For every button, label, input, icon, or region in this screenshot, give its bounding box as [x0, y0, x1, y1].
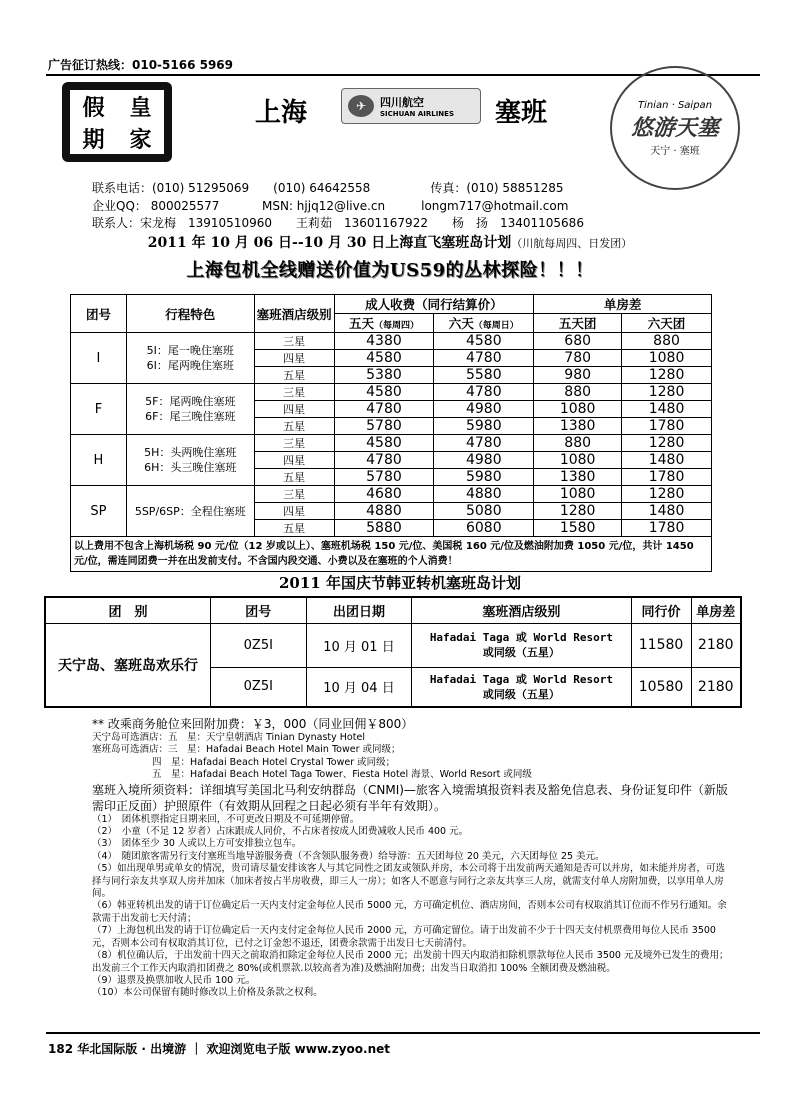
col-code: 团号 — [210, 597, 306, 623]
airline-name-cn: 四川航空 — [380, 96, 424, 109]
tinian-hotels: 天宁岛可选酒店：五 星：天宁皇朝酒店 Tinian Dynasty Hotel — [92, 732, 365, 743]
cell-s5: 680 — [534, 333, 622, 350]
cell-s5: 1380 — [534, 418, 622, 435]
cell-star: 三星 — [254, 384, 334, 401]
fee-note: 以上费用不包含上海机场税 90 元/位（12 岁或以上）、塞班机场税 150 元/位、美国税 160 元/位及燃油附加费 1050 元/位，共计 1450 元/位，需连同团费一并在出发前支付。不含国内段交通、小费以及在塞班的个人消费！ — [71, 537, 712, 572]
charter-price-table — [70, 294, 712, 572]
cell-s6: 1080 — [622, 350, 712, 367]
term-item: （5）如出现单男或单女的情况，贵司请尽量安排该客人与其它同性之团友或领队并房，本公司将于出发前两天通知是否可以并房，如未能并房者，可选择与同行亲友共享双人房并加床（加床者按占半房收费，即三人一房）；如客人不愿意与同行之亲友共享三人房，就需支付单人房附加费，以享用单人房间。 — [92, 863, 726, 900]
cell-five: 4680 — [334, 486, 434, 503]
tour-single: 2180 — [691, 623, 741, 667]
cell-five: 5780 — [334, 469, 434, 486]
tour-date: 10 月 04 日 — [306, 667, 412, 707]
tour-code: 0Z5I — [210, 667, 306, 707]
cell-star: 五星 — [254, 418, 334, 435]
cell-six: 6080 — [434, 520, 534, 537]
cell-five: 5380 — [334, 367, 434, 384]
cell-six: 4780 — [434, 384, 534, 401]
cell-six: 4880 — [434, 486, 534, 503]
feature-line: 5F：尾两晚住塞班 — [145, 395, 236, 408]
cell-five: 4580 — [334, 350, 434, 367]
route-title — [255, 88, 585, 128]
bottom-rule — [46, 1032, 760, 1034]
tour-peer-price: 11580 — [631, 623, 691, 667]
origin-city: 上海 — [255, 98, 308, 128]
cell-five: 4380 — [334, 333, 434, 350]
cell-star: 四星 — [254, 503, 334, 520]
cell-star: 四星 — [254, 452, 334, 469]
col-single-supplement: 单房差 — [534, 295, 712, 314]
ad-hotline: 广告征订热线：010-5166 5969 — [48, 58, 234, 72]
cell-s5: 1280 — [534, 503, 622, 520]
cell-s6: 1780 — [622, 418, 712, 435]
table-row — [71, 333, 712, 350]
promo-banner: 上海包机全线赠送价值为US59的丛林探险！！！ — [186, 260, 594, 281]
cell-s6: 1780 — [622, 520, 712, 537]
col-six-day: 六天（每周日） — [434, 314, 534, 333]
page-footer: 182 华北国际版 · 出境游 ｜ 欢迎浏览电子版 www.zyoo.net — [48, 1042, 390, 1056]
cell-s5: 880 — [534, 435, 622, 452]
table-row — [71, 435, 712, 452]
cell-s6: 1480 — [622, 452, 712, 469]
tour-code: 0Z5I — [210, 623, 306, 667]
cell-five: 4580 — [334, 384, 434, 401]
tour-hotel: Hafadai Taga 或 World Resort 或同级（五星） — [412, 623, 631, 667]
plan-title-note: （川航每周四、日发团） — [511, 237, 633, 250]
col-hotel: 塞班酒店级别 — [412, 597, 631, 623]
contact-block — [92, 180, 584, 233]
cell-s6: 880 — [622, 333, 712, 350]
airline-logo — [341, 88, 481, 124]
cell-star: 四星 — [254, 401, 334, 418]
seal-main-text: 悠游天塞 — [630, 114, 719, 141]
logo-char: 期 — [82, 126, 105, 153]
cell-s5: 780 — [534, 350, 622, 367]
cell-star: 三星 — [254, 333, 334, 350]
cell-five: 5880 — [334, 520, 434, 537]
contact-phone: 联系电话：(010) 51295069 (010) 64642558 — [92, 181, 371, 195]
col-adult-price: 成人收费（同行结算价） — [334, 295, 534, 314]
cell-s5: 1580 — [534, 520, 622, 537]
cell-five: 4880 — [334, 503, 434, 520]
col-peer-price: 同行价 — [631, 597, 691, 623]
seal-bottom-text: 天宁 · 塞班 — [650, 145, 700, 157]
contact-fax: 传真：(010) 58851285 — [430, 181, 564, 195]
cell-s6: 1480 — [622, 401, 712, 418]
saipan-hotels: 塞班岛可选酒店：三 星：Hafadai Beach Hotel Main Tower 或同级； — [92, 744, 401, 756]
agency-logo — [62, 82, 172, 162]
cell-five: 4780 — [334, 401, 434, 418]
cell-six: 4980 — [434, 452, 534, 469]
cell-six: 4980 — [434, 401, 534, 418]
table-row — [71, 384, 712, 401]
logo-char: 假 — [82, 94, 105, 121]
term-item: （2） 小童（不足 12 岁者）占床跟成人同价，不占床者按成人团费减收人民币 400 元。 — [92, 826, 469, 838]
plan-title — [62, 232, 718, 252]
term-item: （4） 随团旅客需另行支付塞班当地导游服务费（不含领队服务费）给导游：五天团每位 20 美元，六天团每位 25 美元。 — [92, 850, 605, 862]
cell-s6: 1480 — [622, 503, 712, 520]
col-feature: 行程特色 — [126, 295, 254, 333]
col-hotel: 塞班酒店级别 — [254, 295, 334, 333]
cell-six: 5580 — [434, 367, 534, 384]
logo-char: 皇 — [129, 94, 152, 121]
seal-top-text: Tinian · Saipan — [637, 99, 713, 111]
group-features — [126, 435, 254, 486]
cell-s5: 1380 — [534, 469, 622, 486]
group-code: I — [71, 333, 127, 384]
cell-star: 三星 — [254, 486, 334, 503]
plan-title-text: 2011 年 10 月 06 日--10 月 30 日上海直飞塞班岛计划 — [147, 235, 512, 251]
cell-s6: 1280 — [622, 486, 712, 503]
upgrade-fee: ** 改乘商务舱位来回附加费：￥3，000（同业回佣￥800） — [92, 717, 414, 731]
cell-star: 四星 — [254, 350, 334, 367]
cell-s5: 1080 — [534, 452, 622, 469]
term-item: （1） 团体机票指定日期来回，不可更改日期及不可延期停留。 — [92, 813, 360, 825]
term-item: （7）上海包机出发的请于订位确定后一天内支付定金每位人民币 2000 元，方可确定留位。请于出发前不少于十四天支付机票费用每位人民币 3500 元，否则本公司有权取消其订位，已付之订金恕不退还，团费余款需于出发日七天前清付。 — [92, 925, 716, 949]
feature-line: 5I：尾一晚住塞班 — [146, 344, 234, 357]
term-item: （8）机位确认后，于出发前十四天之前取消扣除定金每位人民币 2000 元；出发前十四天内取消扣除机票款每位人民币 3500 元及境外已发生的费用；出发前三个工作天内取消扣团费之 80%(或机票款.以较高者为准)及燃油附加费；出发当日取消扣 100% 全额团费及燃油税。 — [92, 950, 729, 974]
cell-s5: 1080 — [534, 401, 622, 418]
cell-s6: 1280 — [622, 367, 712, 384]
terms-notes — [92, 716, 732, 1000]
col-single-5: 五天团 — [534, 314, 622, 333]
cell-star: 五星 — [254, 367, 334, 384]
saipan-hotels-5: 五 星：Hafadai Beach Hotel Taga Tower、Fiesta Hotel 海景、World Resort 或同级 — [152, 769, 532, 781]
col-date: 出团日期 — [306, 597, 412, 623]
cell-s5: 980 — [534, 367, 622, 384]
feature-line: 6I：尾两晚住塞班 — [146, 359, 234, 372]
cell-s5: 880 — [534, 384, 622, 401]
cell-star: 五星 — [254, 469, 334, 486]
cell-s6: 1280 — [622, 384, 712, 401]
tour-hotel: Hafadai Taga 或 World Resort 或同级（五星） — [412, 667, 631, 707]
contact-qq: 企业QQ： 800025577 — [92, 198, 220, 213]
table-row — [45, 623, 741, 667]
contact-people: 联系人：宋龙梅 13910510960 王莉茹 13601167922 杨 扬 13401105686 — [92, 216, 584, 230]
cell-star: 三星 — [254, 435, 334, 452]
cell-star: 五星 — [254, 520, 334, 537]
group-code: H — [71, 435, 127, 486]
term-item: （10）本公司保留有随时修改以上价格及条款之权利。 — [92, 987, 323, 999]
cell-six: 5980 — [434, 418, 534, 435]
feature-line: 6H：头三晚住塞班 — [144, 461, 237, 474]
destination-city: 塞班 — [495, 98, 548, 128]
cell-six: 5080 — [434, 503, 534, 520]
term-item: （9）退票及换票加收人民币 100 元。 — [92, 974, 256, 986]
term-item: （3） 团体至少 30 人或以上方可安排独立包车。 — [92, 838, 302, 850]
cell-s5: 1080 — [534, 486, 622, 503]
bird-icon: ✈ — [348, 95, 374, 117]
cell-six: 5980 — [434, 469, 534, 486]
cell-s6: 1780 — [622, 469, 712, 486]
contact-msn: MSN: hjjq12@live.cn longm717@hotmail.com — [262, 198, 569, 213]
tour-peer-price: 10580 — [631, 667, 691, 707]
feature-line: 6F：尾三晚住塞班 — [145, 410, 236, 423]
cell-six: 4780 — [434, 350, 534, 367]
tour-name: 天宁岛、塞班岛欢乐行 — [45, 623, 210, 707]
group-code: F — [71, 384, 127, 435]
feature-line: 5H：头两晚住塞班 — [144, 446, 237, 459]
feature-line: 5SP/6SP：全程住塞班 — [134, 504, 246, 518]
term-item: （6）韩亚转机出发的请于订位确定后一天内支付定金每位人民币 5000 元，方可确定机位、酒店房间，否则本公司有权取消其订位而不作另行通知。余款需于出发前七天付清； — [92, 900, 727, 924]
col-single-6: 六天团 — [622, 314, 712, 333]
tour-date: 10 月 01 日 — [306, 623, 412, 667]
asiana-price-table — [44, 596, 742, 708]
cell-five: 5780 — [334, 418, 434, 435]
logo-char: 家 — [129, 126, 152, 153]
col-tour: 团 别 — [45, 597, 210, 623]
saipan-hotels-4: 四 星：Hafadai Beach Hotel Crystal Tower 或同级； — [152, 756, 396, 768]
cell-five: 4580 — [334, 435, 434, 452]
section2-title: 2011 年国庆节韩亚转机塞班岛计划 — [279, 574, 521, 592]
col-five-day: 五天（每周四） — [334, 314, 434, 333]
col-single: 单房差 — [691, 597, 741, 623]
table-row — [71, 486, 712, 503]
col-group: 团号 — [71, 295, 127, 333]
group-features — [126, 486, 254, 537]
brand-seal-logo — [610, 66, 740, 190]
group-features — [126, 384, 254, 435]
cell-five: 4780 — [334, 452, 434, 469]
entry-requirements: 塞班入境所须资料：详细填写美国北马利安纳群岛（CNMI)—旅客入境需填报资料表及豁免信息表、身份证复印件（新版需印正反面）护照原件（有效期从回程之日起必须有半年有效期）。 — [92, 782, 728, 813]
group-code: SP — [71, 486, 127, 537]
airline-name-en: SICHUAN AIRLINES — [380, 110, 454, 118]
cell-s6: 1280 — [622, 435, 712, 452]
group-features — [126, 333, 254, 384]
cell-six: 4780 — [434, 435, 534, 452]
tour-single: 2180 — [691, 667, 741, 707]
cell-six: 4580 — [434, 333, 534, 350]
